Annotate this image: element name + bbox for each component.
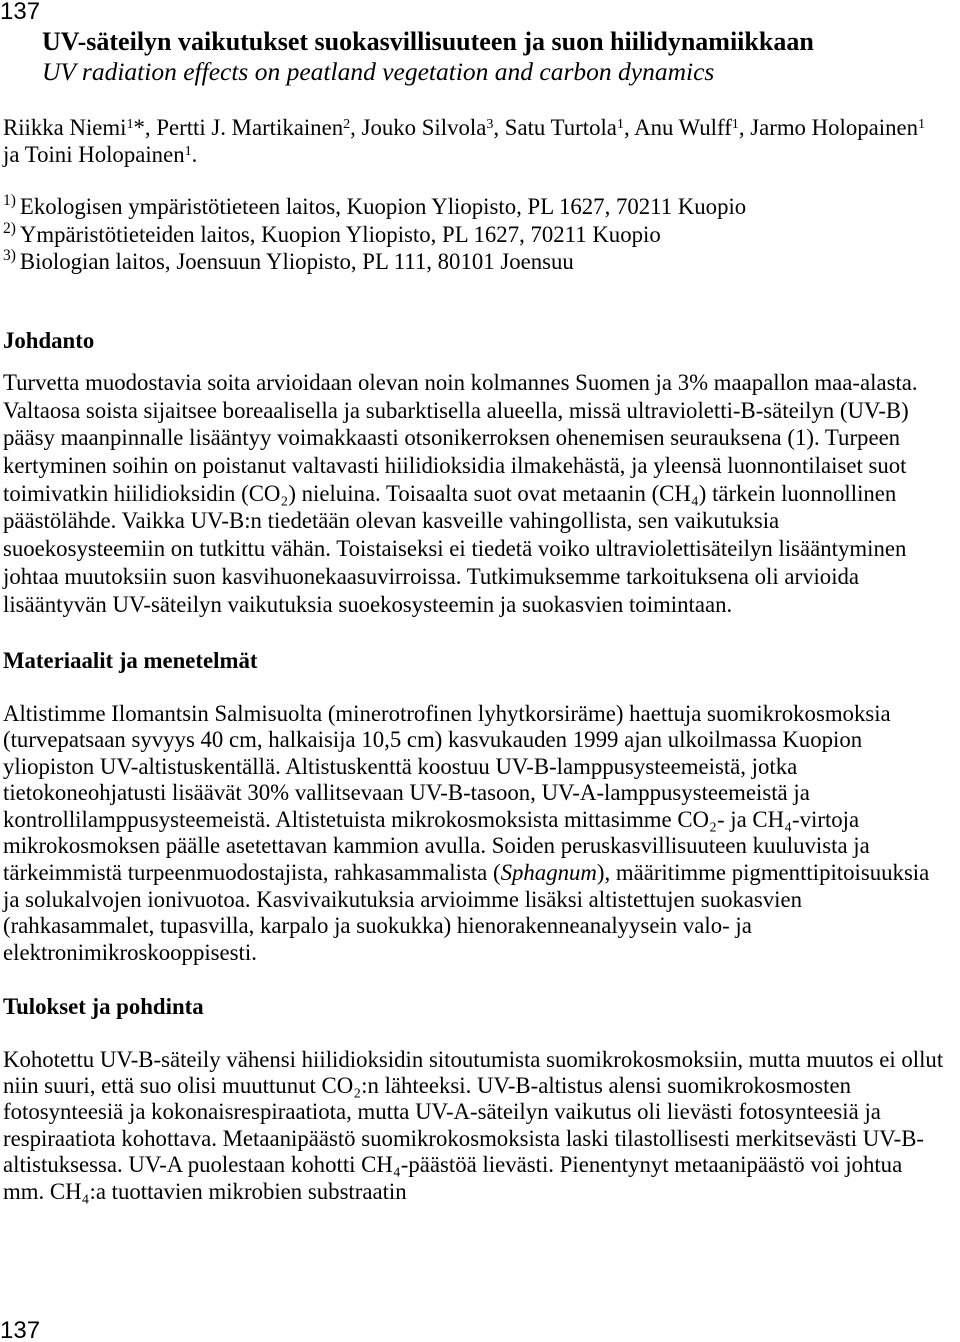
affiliation-text: Ekologisen ympäristötieteen laitos, Kuopion Yliopisto, PL 1627, 70211 Kuopio	[19, 194, 747, 219]
section-heading-results: Tulokset ja pohdinta	[3, 994, 204, 1019]
materials-paragraph	[3, 701, 929, 967]
text-line: johtaa muutoksiin suon kasvihuonekaasuvirroissa. Tutkimuksemme tarkoituksena oli arvioida	[3, 563, 860, 589]
section-heading-materials: Materiaalit ja menetelmät	[3, 648, 258, 673]
text-segment: ), määritimme pigmenttipitoisuuksia	[596, 860, 930, 886]
text-line: yliopiston UV-altistuskentällä. Altistuskenttä koostuu UV-B-lamppusysteemeistä, jotka	[3, 753, 798, 779]
affiliation-marker: 2	[343, 115, 351, 132]
affiliation-number: 2)	[3, 219, 16, 237]
text-line: lisääntyvän UV-säteilyn vaikutuksia suoekosysteemin ja suokasvien toimintaan.	[3, 591, 733, 617]
document-title: UV-säteilyn vaikutukset suokasvillisuuteen ja suon hiilidynamiikkaan	[42, 27, 814, 56]
author-line-end: .	[191, 142, 198, 167]
text-line: respiraatiota kohottava. Metaanipäästö suomikrokosmoksista laski tilastollisesti merkitsevästi UV-B-	[3, 1125, 925, 1151]
author-text: Riikka Niemi	[3, 115, 127, 140]
author-text: ja Toini Holopainen	[3, 142, 185, 167]
author-text: , Satu Turtola	[493, 115, 617, 140]
affiliation-line	[3, 193, 746, 221]
affiliation-marker: 1	[616, 115, 624, 132]
affiliation-number: 3)	[3, 247, 16, 265]
text-line: pääsy maanpinnalle lisääntyy voimakkaasti otsonikerroksen ohenemisen seurauksena (1). Turpeen	[3, 425, 901, 451]
document-subtitle: UV radiation effects on peatland vegetation and carbon dynamics	[42, 57, 715, 86]
text-line: fotosynteesiä ja kokonaisrespiraatiota, mutta UV-A-säteilyn vaikutus oli lievästi fotosynteesiä ja	[3, 1099, 881, 1125]
text-line	[3, 860, 929, 887]
text-line: mm. CH₄:a tuottavien mikrobien substraatin	[3, 1178, 407, 1204]
text-line: Turvetta muodostavia soita arvioidaan olevan noin kolmannes Suomen ja 3% maapallon maa-alasta.	[3, 370, 918, 395]
author-text: , Anu Wulff	[623, 115, 732, 140]
affiliation-marker: 1	[918, 115, 926, 132]
author-text: , Jouko Silvola	[350, 115, 487, 140]
text-line: kertyminen soihin on poistanut valtavasti hiilidioksidia ilmakehästä, ja yleensä luonnontilaiset suot	[3, 453, 907, 479]
text-line: altistuksessa. UV-A puolestaan kohotti CH₄-päästöä lievästi. Pienentynyt metaanipäästö voi johtua	[3, 1152, 903, 1178]
affiliation-line	[3, 248, 746, 276]
affiliation-marker: 1	[731, 115, 739, 132]
text-line: päästölähde. Vaikka UV-B:n tiedetään olevan kasveille vahingollista, sen vaikutuksia	[3, 508, 780, 534]
text-line: tietokoneohjatusti lisäävät 30% vallitsevaan UV-B-tasoon, UV-A-lamppusysteemeistä ja	[3, 780, 810, 806]
affiliation-text: Biologian laitos, Joensuun Yliopisto, PL 111, 80101 Joensuu	[19, 249, 574, 274]
page-number-top: 137	[0, 0, 41, 25]
author-line	[3, 114, 925, 141]
author-list	[3, 114, 925, 168]
text-line: (rahkasammalet, tupasvilla, karpalo ja suokukka) hienorakenneanalyysein valo- ja	[3, 913, 752, 939]
affiliation-list	[3, 193, 746, 276]
text-line: elektronimikroskooppisesti.	[3, 939, 257, 965]
affiliation-marker: 1	[126, 115, 134, 132]
text-line: Altistimme Ilomantsin Salmisuolta (minerotrofinen lyhytkorsiräme) haettuja suomikrokosmoksia	[3, 700, 891, 726]
text-line: suoekosysteemiin on tutkittu vähän. Toistaiseksi ei tiedetä voiko ultraviolettisäteilyn lisääntyminen	[3, 536, 907, 562]
text-line: mikrokosmoksen päälle asetettavan kammion avulla. Soiden peruskasvillisuuteen kuuluvista ja	[3, 833, 870, 859]
section-heading-introduction: Johdanto	[3, 328, 95, 353]
page-number-bottom: 137	[0, 1317, 41, 1342]
genus-name-italic: Sphagnum	[500, 860, 597, 886]
affiliation-line	[3, 221, 746, 249]
affiliation-number: 1)	[3, 192, 16, 210]
author-text: , Jarmo Holopainen	[738, 115, 919, 140]
text-line: Valtaosa soista sijaitsee boreaalisella ja subarktisella alueella, missä ultravioletti-B-säteilyn (UV-B)	[3, 397, 909, 423]
author-line	[3, 141, 925, 168]
text-line: toimivatkin hiilidioksidin (CO₂) nieluina. Toisaalta suot ovat metaanin (CH₄) tärkein luonnollinen	[3, 480, 897, 506]
text-line: ja solukalvojen ionivuotoa. Kasvivaikutuksia arvioimme lisäksi altistettujen suokasvien	[3, 886, 803, 912]
text-line: Kohotettu UV-B-säteily vähensi hiilidioksidin sitoutumista suomikrokosmoksiin, mutta muutos ei ollut	[3, 1046, 944, 1072]
results-paragraph	[3, 1047, 943, 1205]
affiliation-text: Ympäristötieteiden laitos, Kuopion Yliopisto, PL 1627, 70211 Kuopio	[19, 221, 661, 247]
author-text: *, Pertti J. Martikainen	[133, 115, 344, 140]
affiliation-marker: 1	[184, 142, 192, 159]
text-line: kontrollilamppusysteemeistä. Altistetuista mikrokosmoksista mittasimme CO₂- ja CH₄-virtoja	[3, 806, 860, 832]
text-line: (turvepatsaan syvyys 40 cm, halkaisija 10,5 cm) kasvukauden 1999 ajan ulkoilmassa Kuopion	[3, 727, 863, 753]
introduction-paragraph	[3, 369, 918, 618]
text-segment: tärkeimmistä turpeenmuodostajista, rahkasammalista (	[3, 860, 501, 886]
text-line: niin suuri, että suo olisi muuttunut CO₂:n lähteeksi. UV-B-altistus alensi suomikrokosmosten	[3, 1073, 852, 1099]
affiliation-marker: 3	[486, 115, 494, 132]
